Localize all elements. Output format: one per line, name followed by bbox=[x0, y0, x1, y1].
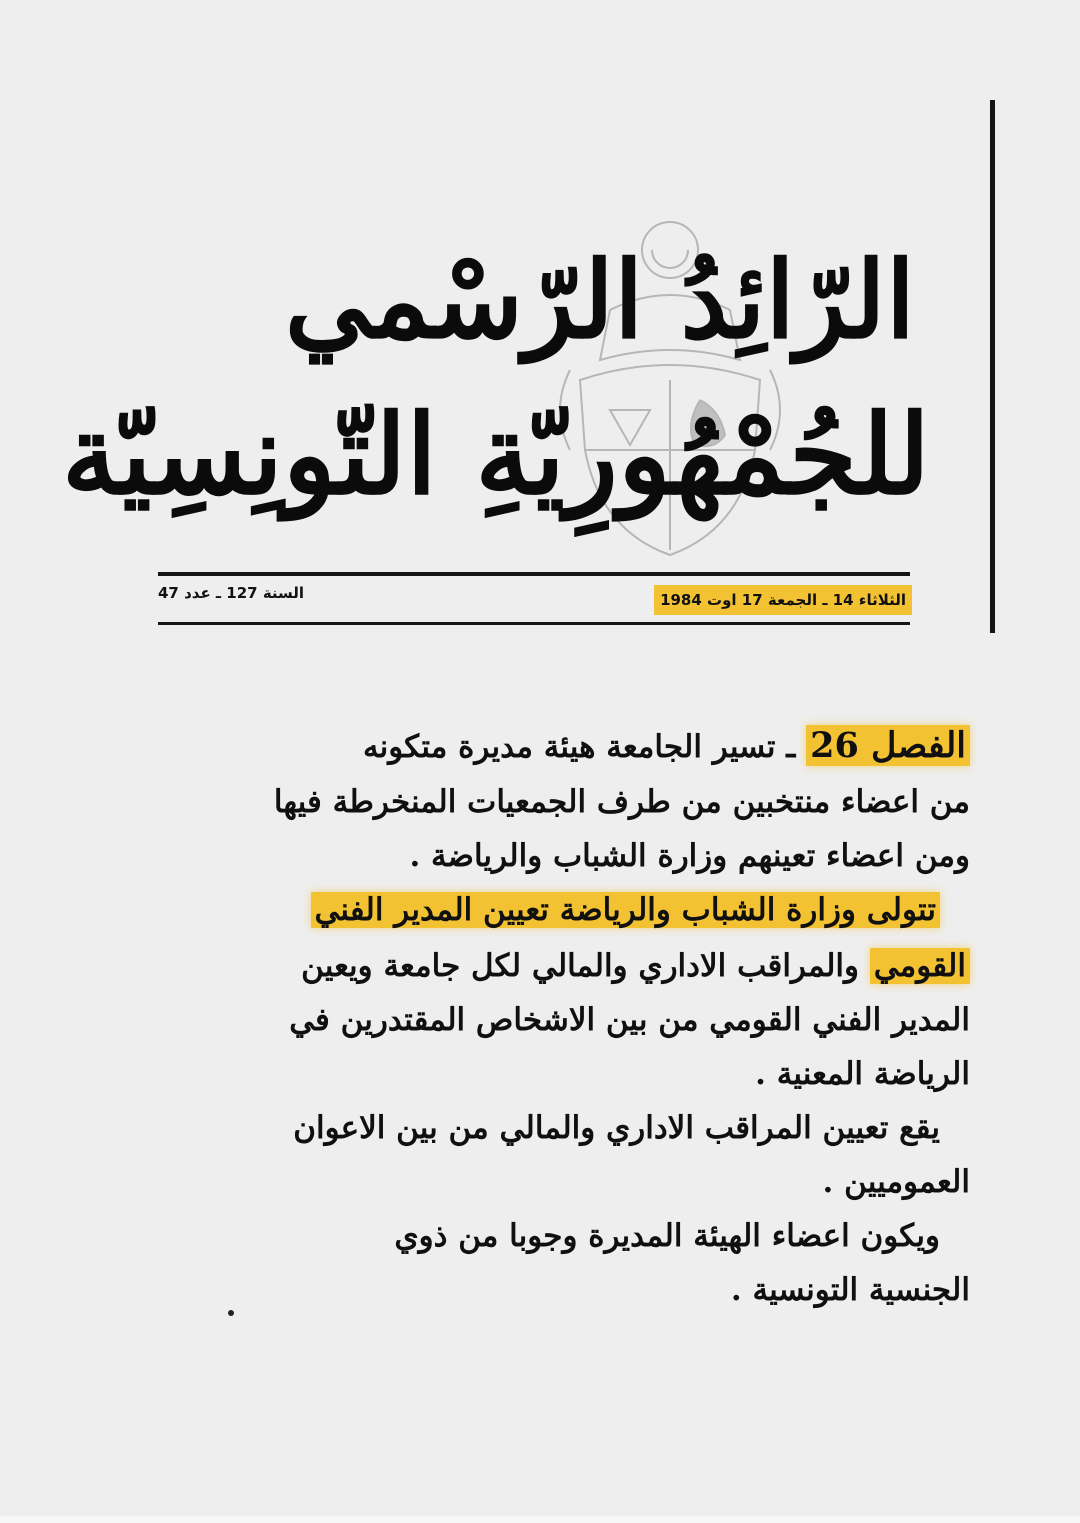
article-line-8: يقع تعيين المراقب الاداري والمالي من بين الاعوان bbox=[293, 1110, 940, 1146]
article-line-4 bbox=[311, 884, 940, 936]
highlighted-sentence: تتولى وزارة الشباب والرياضة تعيين المدير الفني bbox=[311, 892, 940, 928]
page-dot bbox=[228, 1310, 234, 1316]
article-line-11: الجنسية التونسية . bbox=[730, 1272, 970, 1308]
highlighted-word: القومي bbox=[870, 948, 970, 984]
article-line-1 bbox=[363, 720, 970, 773]
article-line-5-rest: والمراقب الاداري والمالي لكل جامعة ويعين bbox=[301, 948, 859, 984]
dateline-bottom-rule bbox=[158, 622, 910, 625]
article-line-9: العموميين . bbox=[822, 1164, 970, 1200]
chapter-label: الفصل 26 bbox=[806, 725, 970, 766]
article-line-7: الرياضة المعنية . bbox=[755, 1056, 970, 1092]
article-line-5 bbox=[301, 940, 970, 992]
article-line-1-rest: ـ تسير الجامعة هيئة مديرة متكونه bbox=[362, 729, 796, 765]
issue-number: السنة 127 ـ عدد 47 bbox=[158, 584, 305, 602]
gazette-title-line-2: للجُمْهُورِيّةِ التّونِسِيّة bbox=[61, 390, 930, 519]
article-line-6: المدير الفني القومي من بين الاشخاص المقتدرين في bbox=[289, 1002, 970, 1038]
publication-date: الثلاثاء 14 ـ الجمعة 17 اوت 1984 bbox=[654, 585, 912, 615]
bottom-edge bbox=[0, 1516, 1080, 1523]
gazette-title-line-1: الرّائِدُ الرّسْمي bbox=[284, 237, 916, 362]
masthead bbox=[61, 200, 930, 570]
dateline-top-rule bbox=[158, 572, 910, 576]
article-line-2: من اعضاء منتخبين من طرف الجمعيات المنخرطة فيها bbox=[273, 784, 970, 820]
vertical-rule bbox=[990, 100, 995, 633]
article-line-10: ويكون اعضاء الهيئة المديرة وجوبا من ذوي bbox=[394, 1218, 940, 1254]
article-line-3: ومن اعضاء تعينهم وزارة الشباب والرياضة . bbox=[409, 838, 970, 874]
